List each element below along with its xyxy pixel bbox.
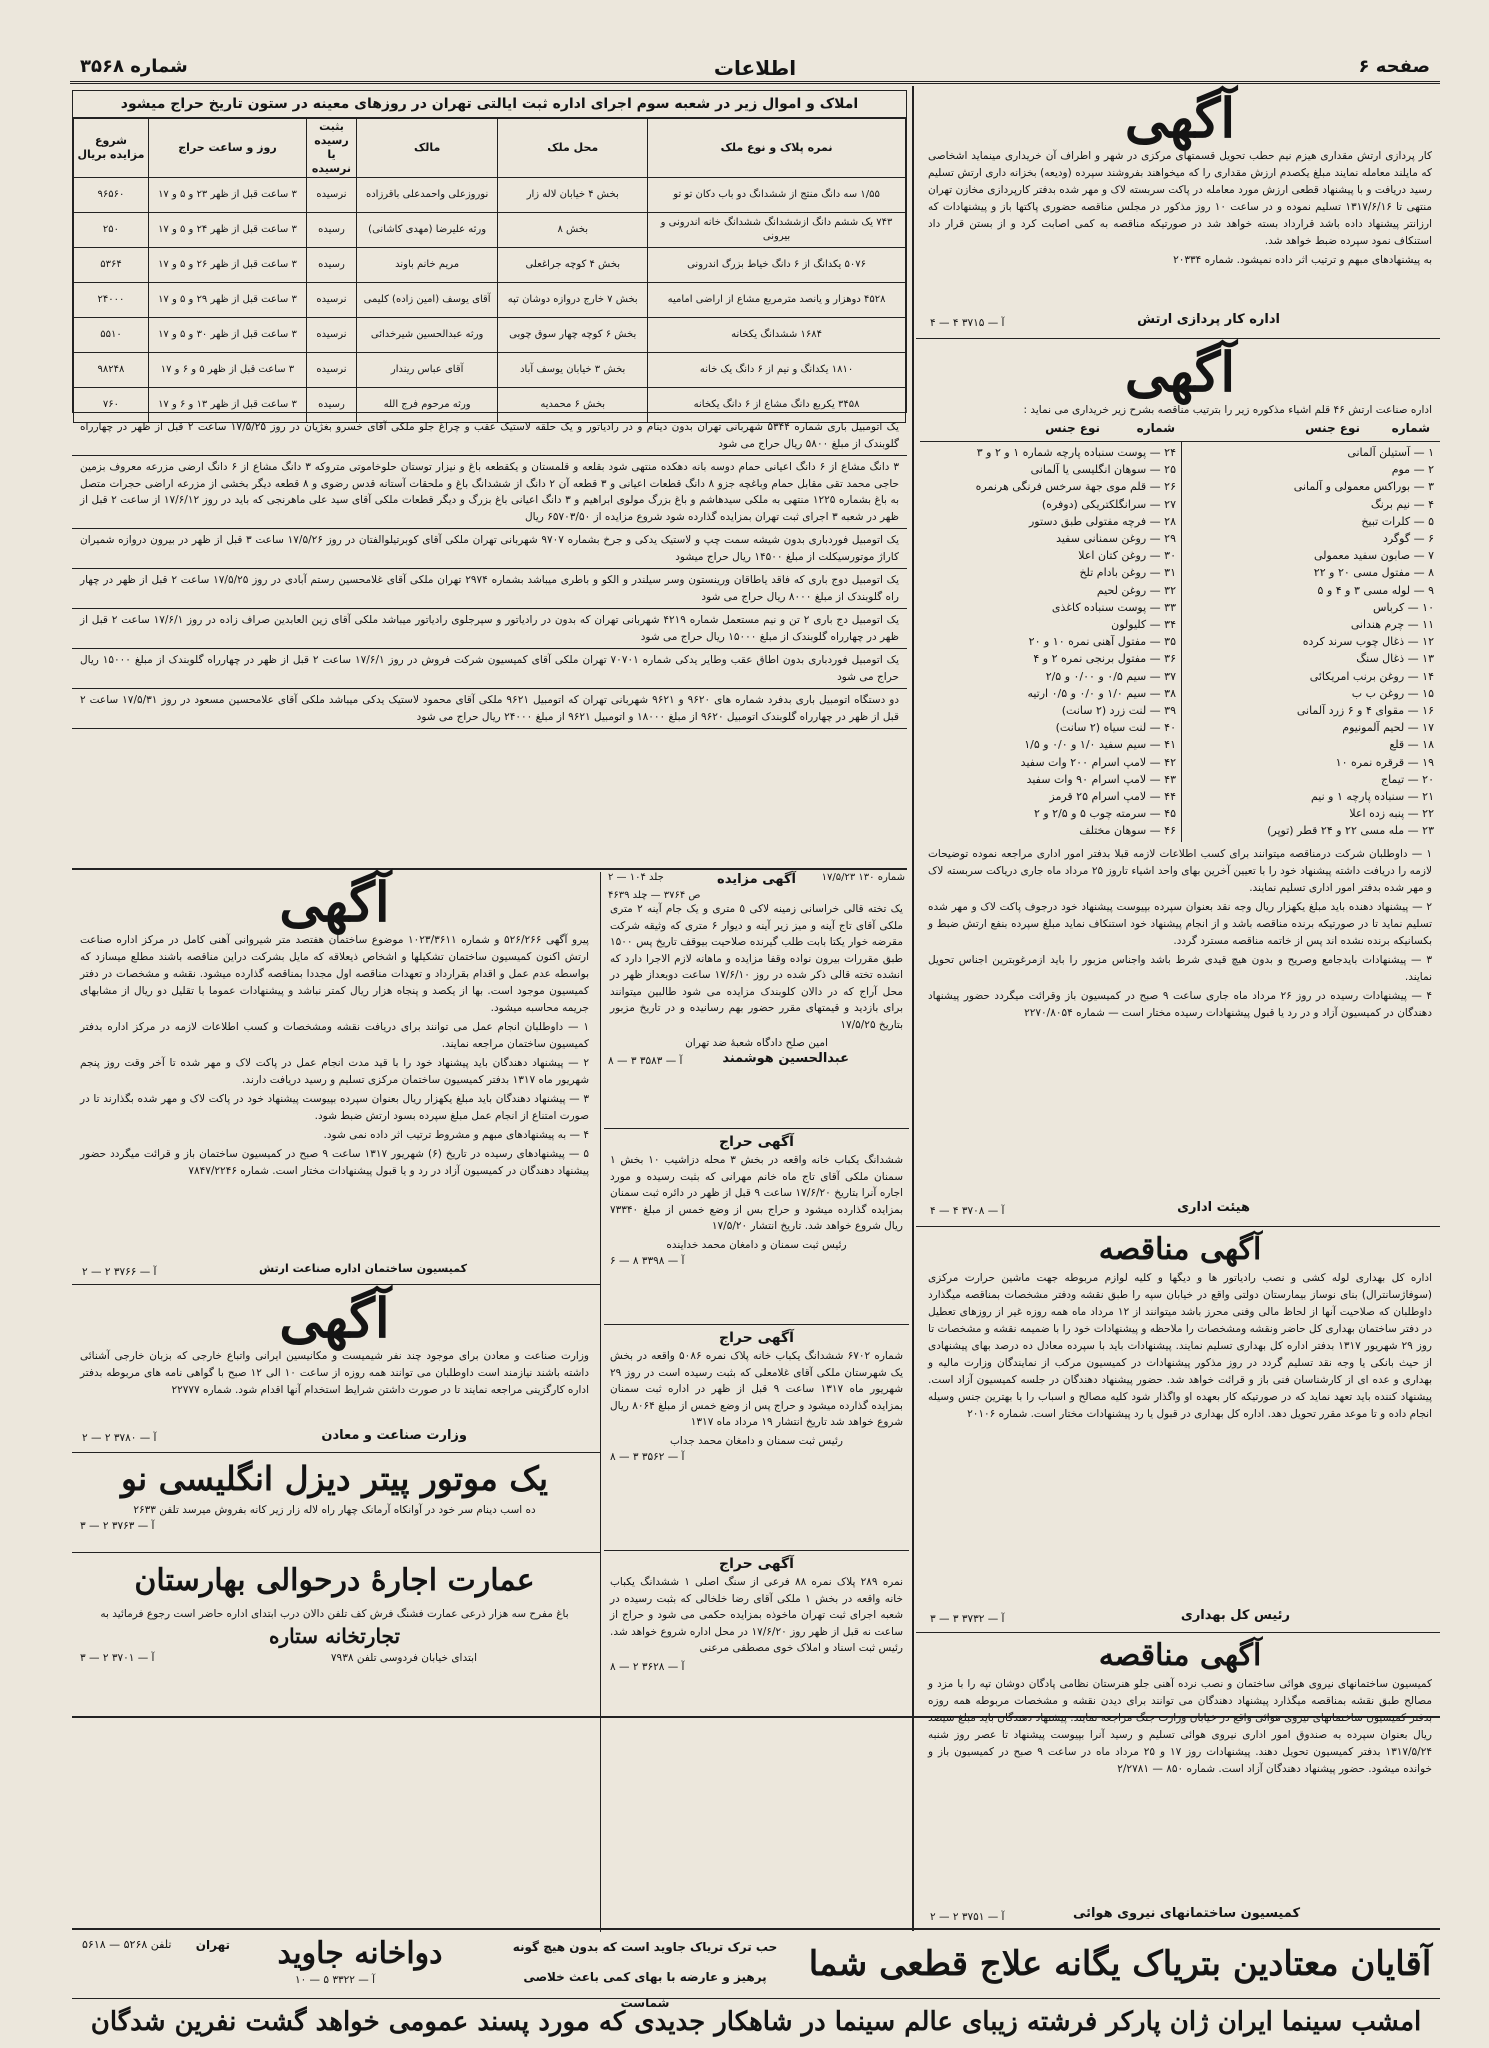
table-cell: ۳۴۵۸ یکربع دانگ مشاع از ۶ دانگ یکخانه xyxy=(648,388,906,423)
ad-signature: هیئت اداری xyxy=(1177,1200,1250,1215)
list-item: ۳۰ — روغن کتان اعلا xyxy=(1078,549,1176,563)
table-row xyxy=(74,353,906,388)
table-cell: رسیده xyxy=(307,388,357,423)
list-item: ۱۴ — روغن برنب امریکائی xyxy=(1309,669,1434,683)
pharmacy-phone: تلفن ۵۲۶۸ — ۵۶۱۸ xyxy=(82,1938,172,1951)
ad-body: یک تخته قالی خراسانی زمینه لاکی ۵ متری و یک جام آینه ۲ متری ملکی آقای تاج آینه و میز زیر آینه و دیوار ۶ متری که وثیقه شرکت مقرضه خوار یکتا بابت طلب گیرنده صلاحیت بیوقف تاریخ پس ۱۵۰۰ طبق مقررات بیرون نواده وقفا مزایده و ماهانه لازم الاجرا دارد که انشده تخته قالی ذکر شده در روز ۱۷/۶/۱۰ ساعت دوبعداز ظهر در محل آراج که در دالان کلوبندک مزایده می شود طالبین میتوانند برای بازدید و قیمتهای مقرر حضور بهم رسانیده و در تاریخ مزبور بتاریخ ۱۷/۵/۲۵ xyxy=(610,903,903,1031)
ad-signature: وزارت صناعت و معادن xyxy=(321,1428,467,1443)
list-item: ۳۲ — روغن لحیم xyxy=(1096,583,1176,597)
ad-title: آگهی xyxy=(1124,86,1236,150)
ad-company-name: تجارتخانه ستاره xyxy=(268,1624,401,1648)
ad-signature: کمیسیون ساختمانهای نیروی هوائی xyxy=(1072,1906,1300,1921)
list-item: ۴ — نیم برنگ xyxy=(1370,497,1434,511)
table-cell: ۱۸۱۰ یکدانگ و نیم از ۶ دانگ یک خانه xyxy=(648,353,906,388)
table-cell: بخش ۸ xyxy=(498,213,648,248)
table-cell: ۹۶۵۶۰ xyxy=(74,178,149,213)
table-cell: ۲۴۰۰۰ xyxy=(74,283,149,318)
table-cell: ورثه عبدالحسین شیرخدائی xyxy=(356,318,497,353)
ad-tender-health xyxy=(920,1230,1440,1630)
list-item: ۱۵ — روغن ب ب xyxy=(1351,686,1434,700)
table-cell: ۲۵۰ xyxy=(74,213,149,248)
list-item: ۳۹ — لنت زرد (۲ سانت) xyxy=(1061,704,1176,718)
list-item: ۴۴ — لامپ اسرام ۲۵ قرمز xyxy=(1049,790,1176,804)
table-cell: ۱/۵۵ سه دانگ منتج از ششدانگ دو باب دکان تو تو xyxy=(648,178,906,213)
list-item: ۲۴ — پوست سنباده پارچه شماره ۱ و ۲ و ۳ xyxy=(976,446,1176,459)
table-row xyxy=(74,178,906,213)
list-item: ۱۲ — ذغال چوب سرند کرده xyxy=(1302,635,1434,649)
list-item: ۱ — آستیلن آلمانی xyxy=(1347,446,1434,459)
table-header-cell: مالک xyxy=(356,119,497,178)
table-header-cell: روز و ساعت حراج xyxy=(148,119,306,178)
ad-body: باغ مفرح سه هزار ذرعی عمارت فشنگ فرش کف تلفن دالان درب ابتدای اداره حاضر است رجوع فرمائید به xyxy=(100,1608,569,1620)
list-item: ۱۷ — لحیم آلمونیوم xyxy=(1342,721,1434,735)
auction-note: یک اتومبیل فوردباری بدون شیشه سمت چپ و لاستیک یدکی و جرخ بشماره ۹۷۰۷ شهربانی تهران ملکی آقای کوبرتیلوالفتان در روز ۱۷/۵/۲۶ ساعت ۳ قبل از ظهر در بیرون دروازه شمیران کاراژ موتورسیکلت از مبلغ ۱۴۵۰۰ ریال حراج میشود xyxy=(72,529,907,569)
ad-ministry-hiring xyxy=(72,1288,597,1448)
ad-body: نمره ۲۸۹ پلاک نمره ۸۸ فرعی از سنگ اصلی ۱ ششدانگ یکباب خانه واقعه در بخش ۱ ملکی آقای رضا خلخالی که بثبت رسیده در شعبه اجرای ثبت تهران ماخوذه بمزایده حکمی می شود و حراج از ساعت نه قبل از ظهر روز ۱۷/۶/۲۰ در محل اداره شروع خواهد شد. رئیس ثبت اسناد و املاک خوی مصطفی مرعنی xyxy=(610,1576,904,1654)
table-cell: آقای یوسف (امین زاده) کلیمی xyxy=(356,283,497,318)
list-item: ۶ — گوگرد xyxy=(1382,532,1434,546)
list-item: ۵ — کلرات تبیخ xyxy=(1361,514,1434,528)
table-row xyxy=(74,318,906,353)
table-cell: نرسیده xyxy=(307,283,357,318)
table-cell: ۱۶۸۴ ششدانگ یکخانه xyxy=(648,318,906,353)
ad-code: آ — ۳۳۲۲ ۵ — ۱۰ xyxy=(294,1974,376,1986)
ad-title: آگهی مزایده xyxy=(717,872,796,887)
ad-code: آ — ۳۷۰۱ ۲ — ۳ xyxy=(80,1652,155,1664)
ad-footer: ابتدای خیابان فردوسی تلفن ۷۹۳۸ xyxy=(330,1652,477,1664)
auction-table xyxy=(73,118,906,423)
table-cell: ۳ ساعت قبل از ظهر ۵ و ۶ و ۱۷ xyxy=(148,353,306,388)
table-cell: بخش ۶ محمدیه xyxy=(498,388,648,423)
table-cell: ۳ ساعت قبل از ظهر ۲۹ و ۵ و ۱۷ xyxy=(148,283,306,318)
ad-code: آ — ۳۷۱۵ ۴ — ۴ xyxy=(930,317,1005,329)
ad-signature: اداره کار پردازی ارتش xyxy=(1137,312,1280,327)
table-row xyxy=(74,283,906,318)
table-cell: نرسیده xyxy=(307,318,357,353)
auction-note: ۳ دانگ مشاع از ۶ دانگ اعیانی حمام دوسه بانه دهکده منتهی شود بقلعه و قلمستان و یکقطعه باغ و نیزار توستان حلوخاموتی متروکه ۳ دانگ مشاع از ۶ دانگ ارضی مزرعه معروف بزمین حاجی محمد تقی مقابل حمام وباغچه جزو ۸ دانگ قطعات اعیانی و ۳ قطعه آن ۲ دانگ از ششدانگ باغ و ملحقات آستانه قدس رضوی و ۸ قطعه دیگر بخشی از مزرعه اراضی حجرات متصل به باغ بشماره ۱۲۲۵ منتهی به ملکی سیدهاشم و باغ بزرگ مولوی ابراهیم و ۳ دانگ اعیانی باغ بزرگ و دیگر قطعات ملکی آقای سید علی ماهرنجی که باید در روز ۱۷/۶/۱۲ از ساعت ۲ قبل از ظهر در شعبه ۳ اجرای ثبت تهران بمزایده گذارده شود شروع مزایده از ۶۵۷۰۳/۵۰ ریال xyxy=(72,456,907,529)
ad-signature: رئیس کل بهداری xyxy=(1180,1608,1290,1623)
ad-signature: رئیس ثبت سمنان و دامغان محمد جداب xyxy=(670,1434,843,1447)
items-right-column xyxy=(1184,444,1434,840)
table-cell: نرسیده xyxy=(307,178,357,213)
ad-title: آگهی مناقصه xyxy=(1098,1232,1262,1267)
ad-army-industry-supply: آگهی اداره صناعت ارتش ۴۶ قلم اشیاء مذکوره زیر را بترتیب مناقصه بشرح زیر خریداری می نماید : شماره نوع جنس شماره نوع جنس ۱ — آستیلن آلمانی ۲ — موم ۳ — بوراکس معمولی و آلمانی ۴ — نیم برنگ ۵ — کلرات تبیخ ۶ — گوگرد ۷ — صابون سفید معمولی ۸ — مفتول مسی ۲۰ و ۲۲ ۹ — لوله مسی ۳ و ۴ و ۵ ۱۰ — کرباس ۱۱ — چرم هندانی ۱۲ — ذغال چوب سرند کرده ۱۳ — ذغال سنگ ۱۴ — روغن برنب امریکائی ۱۵ — روغن ب ب ۱۶ — مقوای ۴ و ۶ زرد آلمانی ۱۷ — لحیم آلمونیوم ۱۸ — قلع ۱۹ — قرقره نمره ۱۰ ۲۰ — تیماج ۲۱ — سنباده پارچه ۱ و نیم ۲۲ — پنبه زده اعلا ۲۳ — مله مسی ۲۲ و ۲۴ قطر (توپر) ۲۴ — پوست سنباده پارچه شماره ۱ و ۲ و ۳ ۲۵ — سوهان انگلیسی یا آلمانی ۲۶ — قلم موی جهة سرخس فرنگی هرنمره ۲۷ — سرانگلکتریکی (دوفره) ۲۸ — فرچه مفتولی طبق دستور ۲۹ — روغن سمنانی سفید ۳۰ — روغن کتان اعلا ۳۱ — روغن بادام تلخ ۳۲ — روغن لحیم ۳۳ — پوست سنباده کاغذی ۳۴ — کلیولون ۳۵ — مفتول آهنی نمره ۱۰ و ۲۰ ۳۶ — مفتول برنجی نمره ۲ و ۴ ۳۷ — سیم ۰/۵ و ۰/۰۰ و ۲/۵ ۳۸ — سیم ۱/۰ و ۰/۰ و ۰/۵ ارتیه ۳۹ — لنت زرد (۲ سانت) ۴۰ — لنت سیاه (۲ سانت) ۴۱ — سیم سفید ۱/۰ و ۰/۰ و ۱/۵ ۴۲ — لامپ اسرام ۲۰۰ وات سفید ۴۳ — لامپ اسرام ۹۰ وات سفید ۴۴ — لامپ اسرام ۲۵ قرمز ۴۵ — سرمته چوب ۵ و ۲/۵ و ۲ ۴۶ — سوهان مختلف ۱ — داوطلبان شرکت درمناقصه میتوانند برای کسب اطلاعات لازمه قبلا بدفتر امور اداری مراجعه نموده توضیحات لازمه را دریافت داشته پیشنهاد خود را با تعیین آخرین بهای واحد اشیاء تاروز ۲۵ مرداد ماه جاری دریاکت سربسته لاک و مهر شده بدفتر امور اداری تسلیم نمایند. ۲ — پیشنهاد دهنده باید مبلغ یکهزار ریال وجه نقد بعنوان سپرده بپیوست پیشنهاد خود درجوف پاکت لاک و مهر شده تسلیم نماید تا در صورتیکه برنده مناقصه باشد و از انجام پیشنهاد خود استنکاف نماید مبلغ سپرده بنفع ارتش ضبط و بکسانیکه برنده نشده اند پس از خاتمه مناقصه مسترد گردد. ۳ — پیشنهادات بایدجامع وصریح و بدون هیچ قیدی شرط باشد واجناس مزبور را باید ازمرغوبترین اجناس تحویل نمایند. ۴ — پیشنهادات رسیده در روز ۲۶ مرداد ماه جاری ساعت ۹ صبح در کمیسیون باز وقرائت میگردد حضور پیشنهاد دهندگان در کمیسیون آزاد و در رد یا قبول پیشنهادات رسیده مختار است — شماره ۲۲۷۰/۸۰۵۴ هیئت اداری آ — ۳۷۰۸ ۴ — ۴ xyxy=(920,342,1440,1222)
table-cell: ۳ ساعت قبل از ظهر ۲۳ و ۵ و ۱۷ xyxy=(148,178,306,213)
list-item: ۱۰ — کرباس xyxy=(1373,600,1434,614)
ad-code: آ — ۳۵۶۲ ۳ — ۸ xyxy=(610,1450,685,1463)
table-row xyxy=(74,213,906,248)
list-item: ۳۶ — مفتول برنجی نمره ۲ و ۴ xyxy=(1033,652,1176,666)
list-item: ۴۳ — لامپ اسرام ۹۰ وات سفید xyxy=(1026,772,1176,786)
list-item: ۳۸ — سیم ۱/۰ و ۰/۰ و ۰/۵ ارتیه xyxy=(1027,686,1176,700)
ad-body: وزارت صناعت و معادن برای موجود چند نفر شیمیست و مکانیسین ایرانی واتباع خارجی که بزبان خارجی آشنائی داشته باشند نیازمند است داوطلبان می توانند همه روزه از ساعت ۱۰ الی ۱۲ صبح با گواهی نامه های مربوطه بدفتر اداره کارگزینی مراجعه نمایند تا در صورت داشتن شرایط استخدام آنها اقدام شود. شماره ۲۲۷۷۷ xyxy=(80,1350,589,1396)
ad-title: آگهی مناقصه xyxy=(1098,1638,1262,1673)
auction-note: یک اتومبیل باری شماره ۵۳۴۴ شهربانی تهران بدون دینام و در رادیاتور و یک حلقه لاستیک عقب و چراغ جلو ملکی آقای خسرو بغژیان در روز ۱۷/۵/۲۵ ساعت ۲ قبل از ظهر در چهارراه گلوبندک از مبلغ ۵۸۰۰ ریال حراج می شود xyxy=(72,416,907,456)
table-cell: آقای عباس ریندار xyxy=(356,353,497,388)
ad-body: کمیسیون ساختمانهای نیروی هوائی ساختمان و نصب نرده آهنی جلو هنرستان نظامی پادگان دوشان تپه را با مزد و مصالح طبق نقشه بمناقصه میگذارد پیشنهاد دهندگان می توانند برای دیدن نقشه و مشخصات مربوطه همه روزه بدفتر کمیسیون ساختمانهای نیروی هوائی واقع در خیابان وزارت جنگ مراجعه نمایند. پیشنهاد دهندگان باید مبلغ سیصد ریال بعنوان سپرده به صندوق امور اداری نیروی هوائی تسلیم و رسید آنرا بپیوست پیشنهاد تا عصر روز شنبه ۱۳۱۷/۵/۲۴ بدفتر کمیسیون تحویل دهند. پیشنهادات روز ۱۷ و ۲۵ مرداد ماه در ساعت ۹ صبح در کمیسیون باز و خوانده میشود. حضور پیشنهاد دهندگان آزاد است. شماره ۸۵۰ — ۲/۲۷۸۱ xyxy=(928,1678,1432,1775)
list-item: ۴۵ — سرمته چوب ۵ و ۲/۵ و ۲ xyxy=(1033,807,1176,821)
ad-title: آگهی حراج xyxy=(719,1134,794,1150)
table-cell: بخش ۴ کوچه جراغعلی xyxy=(498,248,648,283)
ad-body: ده اسب دینام سر خود در آوانکاه آرمانک چهار راه لاله زار زیر کانه بفروش میرسد تلفن ۲۶۳۳ xyxy=(133,1504,536,1516)
ad-roof-construction xyxy=(72,872,597,1282)
table-cell: بخش ۳ خیابان یوسف آباد xyxy=(498,353,648,388)
ad-tender-airforce xyxy=(920,1636,1440,1928)
ad-opium-cure: آقایان معتادین بتریاک یگانه علاج قطعی شما حب ترک تریاک جاوید است که بدون هیچ گونه پرهیز و عارضه با بهای کمی باعث خلاصی شماست دواخانه جاوید تهران تلفن ۵۲۶۸ — ۵۶۱۸ آ — ۳۳۲۲ ۵ — ۱۰ xyxy=(72,1932,1440,1996)
list-item: ۲۱ — سنباده پارچه ۱ و نیم xyxy=(1310,790,1434,804)
list-item: ۴۱ — سیم سفید ۱/۰ و ۰/۰ و ۱/۵ xyxy=(1024,738,1176,752)
list-item: ۲۵ — سوهان انگلیسی یا آلمانی xyxy=(1030,463,1176,477)
ad-auction-semnan-2 xyxy=(604,1328,909,1548)
ad-code: آ — ۳۶۲۸ ۲ — ۸ xyxy=(610,1660,685,1673)
ad-diesel-engine xyxy=(72,1456,597,1550)
ad-code: آ — ۳۷۸۰ ۲ — ۲ xyxy=(82,1432,157,1444)
table-cell: ۷۴۳ یک ششم دانگ ازششدانگ ششدانگ خانه اندرونی و بیرونی xyxy=(648,213,906,248)
list-item: ۸ — مفتول مسی ۲۰ و ۲۲ xyxy=(1313,566,1434,580)
table-cell: بخش ۴ خیابان لاله زار xyxy=(498,178,648,213)
list-item: ۴۲ — لامپ اسرام ۲۰۰ وات سفید xyxy=(1020,755,1176,769)
items-list xyxy=(920,442,1440,842)
list-item: ۳۳ — پوست سنباده کاغذی xyxy=(1051,600,1176,614)
table-cell: مریم خانم باوند xyxy=(356,248,497,283)
table-cell: ۵۵۱۰ xyxy=(74,318,149,353)
list-item: ۱۹ — قرقره نمره ۱۰ xyxy=(1335,755,1434,769)
page-header xyxy=(70,50,1440,84)
ad-auction-semnan-1 xyxy=(604,1132,909,1322)
ad-code: آ — ۳۷۰۸ ۴ — ۴ xyxy=(930,1205,1005,1217)
ad-code: آ — ۳۷۶۶ ۲ — ۲ xyxy=(82,1266,157,1278)
issue-number: شماره ۳۵۶۸ xyxy=(80,56,188,77)
ad-fuel-purchase xyxy=(920,88,1440,336)
list-item: ۲۰ — تیماج xyxy=(1380,772,1434,786)
table-header-cell: شروع مزایده بریال xyxy=(74,119,149,178)
table-cell: ورثه مرحوم فرج الله xyxy=(356,388,497,423)
list-item: ۳۵ — مفتول آهنی نمره ۱۰ و ۲۰ xyxy=(1028,635,1176,649)
ad-title: آگهی حراج xyxy=(719,1556,794,1572)
table-cell: نرسیده xyxy=(307,353,357,388)
vehicle-auction-notes xyxy=(72,416,907,864)
ad-code: آ — ۳۳۹۸ ۸ — ۶ xyxy=(610,1254,685,1267)
ad-body: کار پردازی ارتش مقداری هیزم نیم حطب تحویل قسمتهای مرکزی در شهر و اطراف آن خریداری مینماید اشخاصی که مایلند معامله نمایند مبلغ یکصدم ارزش مقداری را که میخواهند بفروشند سپرده (ودیعه) بخزانه داری ارتش تسلیم رسید دریافت و با پیشنهاد قطعی ارزش مورد معامله در پاکت سربسته لاک و مهر شده بدفتر کارپردازی مخازن تهران منتهی تا ۱۳۱۷/۶/۱۶ تسلیم نموده و در ساعت ۱۰ روز مذکور در مجلس مناقصه حضوری پاکتها باز و پیشنهادات که ارزانتر پیشنهاد داده باشد قرارداد بسته خواهد شد در صورتیکه مناقصه به کمی اصابت کرد و از بستن قرار داد استنکاف نمود سپرده ضبط خواهد شد. به پیشنهادهای مبهم و ترتیب اثر داده نمیشود. شماره ۲۰۳۳۴ xyxy=(928,150,1433,266)
ad-signature: عبدالحسین هوشمند xyxy=(722,1051,849,1066)
list-item: ۱۳ — ذغال سنگ xyxy=(1356,652,1434,666)
auction-note: یک اتومبیل دج باری ۲ تن و نیم مستعمل شماره ۴۲۱۹ شهربانی تهران که بدون در رادیاتور و سپرجلوی رادیاتور میباشد ملکی آقای زین العابدین صراف زاده در روز ۱۷/۶/۱ ساعت ۲ قبل از ظهر در چهارراه گلوبندک از مبلغ ۱۵۰۰۰ ریال حراج می شود xyxy=(72,609,907,649)
list-item: ۳۷ — سیم ۰/۵ و ۰/۰۰ و ۲/۵ xyxy=(1045,669,1176,683)
list-item: ۱۶ — مقوای ۴ و ۶ زرد آلمانی xyxy=(1296,704,1434,718)
page-number: صفحه ۶ xyxy=(1358,56,1430,77)
table-header-cell: بثبت رسیده یا نرسیده xyxy=(307,119,357,178)
ad-auction-carpet: شماره ۱۳۰ ۱۷/۵/۲۳ آگهی مزایده جلد ۱۰۴ — ۲ ص ۳۷۶۴ — چلد ۴۶۳۹ یک تخته قالی خراسانی زمینه لاکی ۵ متری و یک جام آینه ۲ متری ملکی آقای تاج آینه و میز زیر آینه و دیوار ۶ متری که وثیقه شرکت مقرضه خوار یکتا بابت طلب گیرنده صلاحیت بیوقف تاریخ پس ۱۵۰۰ طبق مقررات بیرون نواده وقفا مزایده و ماهانه لازم الاجرا دارد که انشده تخته قالی ذکر شده در روز ۱۷/۶/۱۰ ساعت دوبعداز ظهر در محل آراج که در دالان کلوبندک مزایده می شود طالبین میتوانند برای بازدید و قیمتهای مقرر حضور بهم رسانیده و در تاریخ مزبور بتاریخ ۱۷/۵/۲۵ امین صلح دادگاه شعبهٔ ضد تهران عبدالحسین هوشمند آ — ۳۵۸۳ ۳ — ۸ xyxy=(604,872,909,1127)
ad-auction-khoy xyxy=(604,1554,909,1714)
list-item: ۹ — لوله مسی ۳ و ۴ و ۵ xyxy=(1317,583,1434,597)
ad-signature: رئیس ثبت سمنان و دامغان محمد خداینده xyxy=(666,1238,847,1251)
table-cell: بخش ۶ کوچه چهار سوق چوبی xyxy=(498,318,648,353)
ad-building-rent xyxy=(72,1556,597,1712)
ad-signature: کمیسیون ساختمان اداره صناعت ارتش xyxy=(258,1262,467,1275)
ad-title: آگهی حراج xyxy=(719,1330,794,1346)
ad-headline: آقایان معتادین بتریاک یگانه علاج قطعی شما xyxy=(808,1944,1432,1984)
column-divider xyxy=(912,86,914,1931)
table-cell: ۳ ساعت قبل از ظهر ۱۳ و ۶ و ۱۷ xyxy=(148,388,306,423)
table-cell: ۳ ساعت قبل از ظهر ۲۴ و ۵ و ۱۷ xyxy=(148,213,306,248)
table-banner: املاک و اموال زیر در شعبه سوم اجرای اداره ثبت ایالتی تهران در روزهای معینه در ستون تاریخ حراج میشود xyxy=(73,91,906,118)
ad-intro: اداره صناعت ارتش ۴۶ قلم اشیاء مذکوره زیر را بترتیب مناقصه بشرح زیر خریداری می نماید : xyxy=(1023,404,1432,416)
ad-code: آ — ۳۵۸۳ ۳ — ۸ xyxy=(608,1055,683,1067)
lower-ads-area xyxy=(72,1720,907,1925)
table-cell: ۳ ساعت قبل از ظهر ۲۶ و ۵ و ۱۷ xyxy=(148,248,306,283)
table-cell: ۵۰۷۶ یکدانگ از ۶ دانگ خیاط بزرگ اندرونی xyxy=(648,248,906,283)
list-item: ۴۶ — سوهان مختلف xyxy=(1079,824,1176,838)
ad-body: شماره ۶۷۰۲ ششدانگ یکباب خانه پلاک نمره ۵۰۸۶ واقعه در بخش یک شهرستان ملکی آقای غلامعلی که بثبت رسیده است در روز ۲۹ شهریور ماه ۱۳۱۷ ساعت ۹ قبل از ظهر در اداره ثبت سمنان بمزایده گذارده میشود و حراج پس از وضع خمس از مبلغ ۸۰۶۴ ریال شروع خواهد شد تاریخ انتشار ۱۹ مرداد ماه ۱۳۱۷ xyxy=(610,1350,903,1428)
ad-cinema-iran xyxy=(72,2000,1440,2046)
table-header-cell: محل ملک xyxy=(498,119,648,178)
list-item: ۲۶ — قلم موی جهة سرخس فرنگی هرنمره xyxy=(975,480,1176,494)
table-cell: ۳ ساعت قبل از ظهر ۳۰ و ۵ و ۱۷ xyxy=(148,318,306,353)
table-cell: رسیده xyxy=(307,248,357,283)
list-item: ۳۱ — روغن بادام تلخ xyxy=(1079,566,1176,580)
auction-note: دو دستگاه اتومبیل باری بدفرد شماره های ۹۶۲۰ و ۹۶۲۱ شهربانی تهران که اتومبیل ۹۶۲۱ ملکی آقای محمود لاستیک یدکی میباشد ملکی آقای علامحسین مسعود در روز ۱۷/۵/۳۱ ساعت ۲ قبل از ظهر در چهارراه گلوبندک اتومبیل ۹۶۲۰ از مبلغ ۱۸۰۰۰ و اتومبیل ۹۶۲۱ از مبلغ ۲۴۰۰۰ ریال حراج می شود xyxy=(72,689,907,729)
table-cell: ورثه علیرضا (مهدی کاشانی) xyxy=(356,213,497,248)
table-cell: نوروزعلی واحمدعلی باقرزاده xyxy=(356,178,497,213)
list-item: ۲۳ — مله مسی ۲۲ و ۲۴ قطر (توپر) xyxy=(1267,824,1434,838)
list-item: ۴۰ — لنت سیاه (۲ سانت) xyxy=(1055,721,1176,735)
ad-code: آ — ۳۷۵۱ ۲ — ۲ xyxy=(930,1911,1005,1923)
ad-title: عمارت اجارهٔ درحوالی بهارستان xyxy=(134,1563,535,1598)
list-item: ۲۹ — روغن سمنانی سفید xyxy=(1056,532,1176,546)
list-item: ۲ — موم xyxy=(1391,463,1434,477)
auction-note: یک اتومبیل فوردباری بدون اطاق عقب وطایر یدکی شماره ۷۰۷۰۱ تهران ملکی آقای کمیسیون شرکت فروش در روز ۱۷/۶/۱ ساعت ۲ قبل از ظهر در چهارراه گلوبندک از مبلغ ۱۵۰۰۰ ریال حراج می شود xyxy=(72,649,907,689)
table-cell: رسیده xyxy=(307,213,357,248)
pharmacy-name: دواخانه جاوید xyxy=(277,1936,443,1971)
list-item: ۲۸ — فرچه مفتولی طبق دستور xyxy=(1029,514,1176,528)
auction-note: یک اتومبیل دوج باری که فاقد یاطاقان ورینستون وسر سیلندر و الکو و باطری میباشد بشماره ۲۹۷۴ تهران ملکی آقای غلامحسین رستم آبادی در روز ۱۷/۵/۲۵ ساعت ۲ قبل از ظهر در چهار راه گلوبندک از مبلغ ۸۰۰۰ ریال حراج می شود xyxy=(72,569,907,609)
ad-code: آ — ۳۷۳۲ ۳ — ۳ xyxy=(930,1613,1005,1625)
list-item: ۱۸ — قلع xyxy=(1389,738,1434,752)
ad-body: ششدانگ یکباب خانه واقعه در بخش ۳ محله دزاشیب ۱۰ بخش ۱ سمنان ملکی آقای تاج ماه خانم مهرانی که بثبت رسیده و مورد اجاره آنرا بتاریخ ۱۷/۶/۲۰ ساعت ۹ قبل از ظهر در دائره ثبت سمنان بمزایده گذارده میشود و حراج بس از وضع خمس از مبلغ ۷۳۳۴۰ ریال شروع خواهد شد. تاریخ انتشار ۱۷/۵/۲۰ xyxy=(610,1154,904,1232)
list-item: ۳ — بوراکس معمولی و آلمانی xyxy=(1293,480,1434,494)
ad-title: یک موتور پیتر دیزل انگلیسی نو xyxy=(120,1459,549,1498)
ad-title: آگهی xyxy=(1124,340,1236,404)
ad-conditions: ۱ — داوطلبان شرکت درمناقصه میتوانند برای کسب اطلاعات لازمه قبلا بدفتر امور اداری مراجعه نموده توضیحات لازمه را دریافت داشته پیشنهاد خود را با تعیین آخرین بهای واحد اشیاء تاروز ۲۵ مرداد ماه جاری دریاکت سربسته لاک و مهر شده بدفتر امور اداری تسلیم نمایند. ۲ — پیشنهاد دهنده باید مبلغ یکهزار ریال وجه نقد بعنوان سپرده بپیوست پیشنهاد خود درجوف پاکت لاک و مهر شده تسلیم نماید تا در صورتیکه برنده مناقصه باشد و از انجام پیشنهاد خود استنکاف نماید مبلغ سپرده بنفع ارتش ضبط و بکسانیکه برنده نشده اند پس از خاتمه مناقصه مسترد گردد. ۳ — پیشنهادات بایدجامع وصریح و بدون هیچ قیدی شرط باشد واجناس مزبور را باید ازمرغوبترین اجناس تحویل نمایند. ۴ — پیشنهادات رسیده در روز ۲۶ مرداد ماه جاری ساعت ۹ صبح در کمیسیون باز وقرائت میگردد حضور پیشنهاد دهندگان در کمیسیون آزاد و در رد یا قبول پیشنهادات رسیده مختار است — شماره ۲۲۷۰/۸۰۵۴ xyxy=(928,848,1432,1019)
items-left-column xyxy=(924,444,1176,840)
list-item: ۷ — صابون سفید معمولی xyxy=(1313,549,1434,563)
newspaper-name: اطلاعات xyxy=(713,56,797,80)
table-cell: ۹۸۲۴۸ xyxy=(74,353,149,388)
list-item: ۱۱ — چرم هندانی xyxy=(1350,618,1434,632)
table-cell: بخش ۷ خارج دروازه دوشان تپه xyxy=(498,283,648,318)
list-item: ۲۷ — سرانگلکتریکی (دوفره) xyxy=(1041,497,1176,511)
ad-headline: امشب سینما ایران ژان پارکر فرشته زیبای عالم سینما در شاهکار جدیدی که مورد پسند عمومی خواهد گشت نفرین شدگان xyxy=(90,2007,1422,2037)
ad-title: آگهی xyxy=(279,1286,390,1350)
ad-body: اداره کل بهداری لوله کشی و نصب رادیاتور ها و دیگها و کلیه لوازم مربوطه جهت ماشین حرارت مرکزی (سوفاژسانترال) بنای نوساز بیمارستان دولتی واقع در خیابان سپه را طبق نقشه ودفتر مشخصات بمناقصه میگذارد داوطلبان که صلاحیت آنها از لحاظ مالی وفنی محرز باشد میتوانند از ۱۲ مرداد ماه همه روزه غیر از روزهای تعطیل در دفتر ساختمان بهداری کل حاضر ونقشه ومشخصات را ملاحظه و پیشنهادات خود را با ضمیمه نقشه و مشخصات تا روز ۲۹ شهریور ۱۳۱۷ بدفتر اداره کل بهداری تسلیم نمایند. پیشنهادات باید با سپرده معادل ده درصد بهای پیشنهادی از حیث بانکی یا وجه نقد تسلیم گردد در روز مذکور پیشنهادات در کمیسیون مرکب از نمایندگان وزارت مالیه و بهداری و عده ای از کارشناسان فنی باز و قرائت خواهد شد. حضور پیشنهاد دهندگان در جلسه کمیسیون آزاد است. پیشنهاد کننده باید تعهد نماید که در صورتیکه کار بعهده او واگذار شود کلیه مصالح و اسباب را با بهترین جنس وسیله انجام داده و تا موعد مقرر تحویل دهد. اداره کل بهداری در قبول یا رد پیشنهادات مختار است. شماره ۲۰۱۰۶ xyxy=(928,1272,1432,1420)
table-cell: ۴۵۲۸ دوهزار و یانصد مترمربع مشاع از اراضی امامیه xyxy=(648,283,906,318)
ad-title: آگهی xyxy=(279,870,390,934)
table-header-cell: نمره پلاک و نوع ملک xyxy=(648,119,906,178)
ad-body: پیرو آگهی ۵۲۶/۲۶۶ و شماره ۱۰۲۳/۳۶۱۱ موضوع ساختمان هفتصد متر شیروانی آهنی کامل در مرکز اداره صناعت ارتش اکنون کمیسیون ساختمان تشکیلها و اشخاص ذیعلاقه که مایل بشرکت دراین مناقصه باشند مطلع میسازد که بواسطه عدم عمل و اقدام بقرارداد و تعهدات مناقصه اول مجددا بمناقصه گذارده میشود. نقشه و مشخصات در دفتر کمیسیون موجود است. بها از یکصد و پنجاه هزار ریال کمتر نباشد و پیشنهادات عموما با تقلیل دو ریال از مشابهای جریمه محاسبه میشود. ۱ — داوطلبان انجام عمل می توانند برای دریافت نقشه ومشخصات و کسب اطلاعات لازمه در مرکز اداره بدفتر کمیسیون ساختمان مراجعه نمایند. ۲ — پیشنهاد دهندگان باید پیشنهاد خود را با قید مدت انجام عمل در پاکت لاک و مهر شده تا آخر وقت روز پنجم شهریور ماه ۱۳۱۷ بدفتر کمیسیون ساختمان مرکزی تسلیم و رسید دریافت دارند. ۳ — پیشنهاد دهندگان باید مبلغ یکهزار ریال بعنوان سپرده بپیوست پیشنهاد خود در پاکت لاک و مهر شده بگذارند تا در صورت امتناع از انجام عمل مبلغ سپرده بسود ارتش ضبط شود. ۴ — به پیشنهادهای مبهم و مشروط ترتیب اثر داده نمی شود. ۵ — پیشنهادهای رسیده در تاریخ (۶) شهریور ۱۳۱۷ ساعت ۹ صبح در کمیسیون ساختمان باز و قرائت میگردد حضور پیشنهاد دهندگان در کمیسیون آزاد در رد و یا قبول پیشنهادات مختار است. شماره ۷۸۴۷/۲۲۴۶ xyxy=(80,934,590,1177)
table-row xyxy=(74,248,906,283)
ad-code: آ — ۳۷۶۳ ۲ — ۳ xyxy=(80,1520,155,1532)
property-auction-table xyxy=(72,90,907,413)
list-item: ۲۲ — پنبه زده اعلا xyxy=(1349,807,1434,821)
table-cell: ۵۳۶۴ xyxy=(74,248,149,283)
list-item: ۳۴ — کلیولون xyxy=(1111,618,1176,632)
table-cell: ۷۶۰ xyxy=(74,388,149,423)
